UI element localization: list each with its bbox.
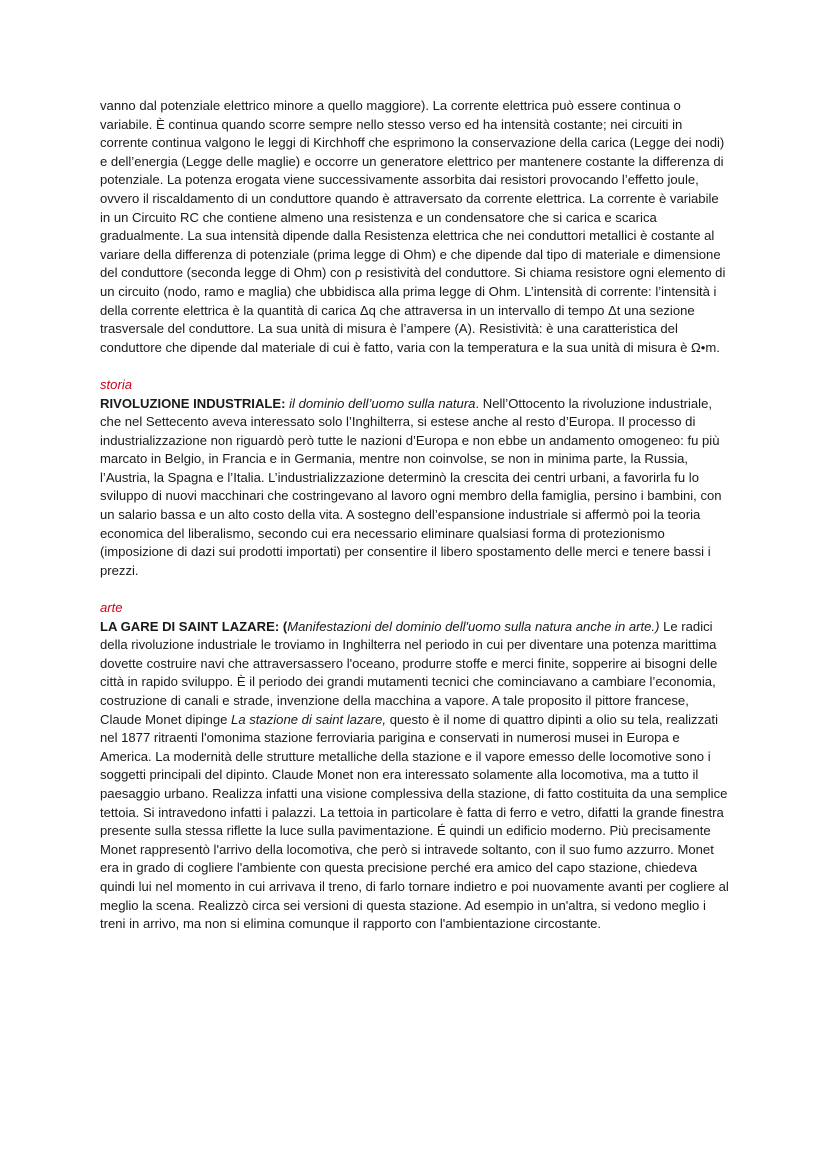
document-page [100, 97, 730, 934]
arte-body-part-2: questo è il nome di quattro dipinti a olio su tela, realizzati nel 1877 ritraenti l'omonima stazione ferroviaria parigina e conservati in numerosi musei in Europa e America. La modernità delle strutture metalliche della stazione e il vapore emesso delle locomotive sono i soggetti principali del dipinto. Claude Monet non era interessato solamente alla locomotiva, ma a tutto il paesaggio urbano. Realizza infatti una visione complessiva della stazione, di fatto costituita da una semplice tettoia. Si intravedono infatti i palazzi. La tettoia in particolare è fatta di ferro e vetro, difatti la grande finestra presente sulla stessa riflette la luce sulla pavimentazione. É quindi un edificio moderno. Più precisamente Monet rappresentò l'arrivo della locomotiva, che però si intravede soltanto, con il suo fumo azzurro. Monet era in grado di cogliere l'ambiente con questa precisione perché era amico del capo stazione, chiedeva quindi lui nel momento in cui arrivava il treno, di farlo tornare indietro e poi nuovamente avanti per cogliere al meglio la scena. Realizzò circa sei versioni di questa stazione. Ad esempio in un'altra, si vedono meglio i treni in arrivo, ma non si elimina comunque il rapporto con l'ambientazione circostante. [100, 711, 729, 932]
storia-section-label: storia [100, 376, 133, 392]
storia-heading: RIVOLUZIONE INDUSTRIALE: [100, 395, 286, 411]
arte-body-part-1: Le radici della rivoluzione industriale le troviamo in Inghilterra nel periodo in cui per diventare una potenza marittima dovette costruire navi che attraversassero l'oceano, produrre stoffe e merci finite, sopperire ai bisogni delle città in rapido sviluppo. È il periodo dei grandi mutamenti tecnici che cominciavano a cambiare l’economia, costruzione di canali e strade, invenzione della macchina a vapore. A tale proposito il pittore francese, Claude Monet dipinge [100, 618, 718, 727]
arte-section-label: arte [100, 600, 123, 616]
arte-painting-title: La stazione di saint lazare, [231, 711, 387, 727]
physics-paragraph: vanno dal potenziale elettrico minore a quello maggiore). La corrente elettrica può essere continua o variabile. È continua quando scorre sempre nello stesso verso ed ha intensità costante; nei circuiti in corrente continua valgono le leggi di Kirchhoff che esprimono la conservazione della carica (Legge dei nodi) e dell’energia (Legge delle maglie) e occorre un generatore elettrico per mantenere costante la differenza di potenziale. La potenza erogata viene successivamente assorbita dai resistori provocando l’effetto joule, ovvero il riscaldamento di un conduttore quando è attraversato da corrente elettrica. La corrente è variabile in un Circuito RC che contiene almeno una resistenza e un condensatore che si carica e scarica gradualmente. La sua intensità dipende dalla Resistenza elettrica che nei conduttori metallici è costante al variare della differenza di potenziale (prima legge di Ohm) e che dipende dal tipo di materiale e dimensione del conduttore (seconda legge di Ohm) con ρ resistività del conduttore. Si chiama resistore ogni elemento di un circuito (nodo, ramo e maglia) che ubbidisca alla prima legge di Ohm. L’intensità di corrente: l’intensità i della corrente elettrica è la quantità di carica Δq che attraversa in un intervallo di tempo Δt una sezione trasversale del conduttore. La sua unità di misura è l’ampere (A). Resistività: è una caratteristica del conduttore che dipende dal materiale di cui è fatto, varia con la temperatura e la sua unità di misura è Ω•m. [100, 98, 726, 355]
arte-subtitle: Manifestazioni del dominio dell'uomo sulla natura anche in arte.) [287, 618, 660, 634]
section-gap [100, 580, 730, 599]
storia-paragraph [100, 395, 730, 581]
section-gap [100, 357, 730, 376]
storia-subtitle: il dominio dell’uomo sulla natura [285, 395, 476, 411]
storia-body: . Nell’Ottocento la rivoluzione industriale, che nel Settecento aveva interessato solo l’Inghilterra, si estese anche al resto d’Europa. Il processo di industrializzazione non riguardò però tutte le nazioni d’Europa e non ebbe un andamento omogeneo: fu più marcato in Belgio, in Francia e in Germania, mentre non coinvolse, se non in minima parte, la Russia, l’Austria, la Spagna e l’Italia. L’industrializzazione determinò la crescita dei centri urbani, a favorirla fu lo sviluppo di nuovi macchinari che costringevano al lavoro ogni membro della famiglia, persino i bambini, con un salario bassa e un alto costo della vita. A sostegno dell’espansione industriale si affermò poi la teoria economica del liberalismo, secondo cui era necessario eliminare qualsiasi forma di protezionismo (imposizione di dazi sui prodotti importati) per consentire il libero spostamento delle merci e tenere bassi i prezzi. [100, 395, 722, 578]
arte-paragraph [100, 618, 730, 934]
arte-heading: LA GARE DI SAINT LAZARE: ( [100, 618, 288, 634]
